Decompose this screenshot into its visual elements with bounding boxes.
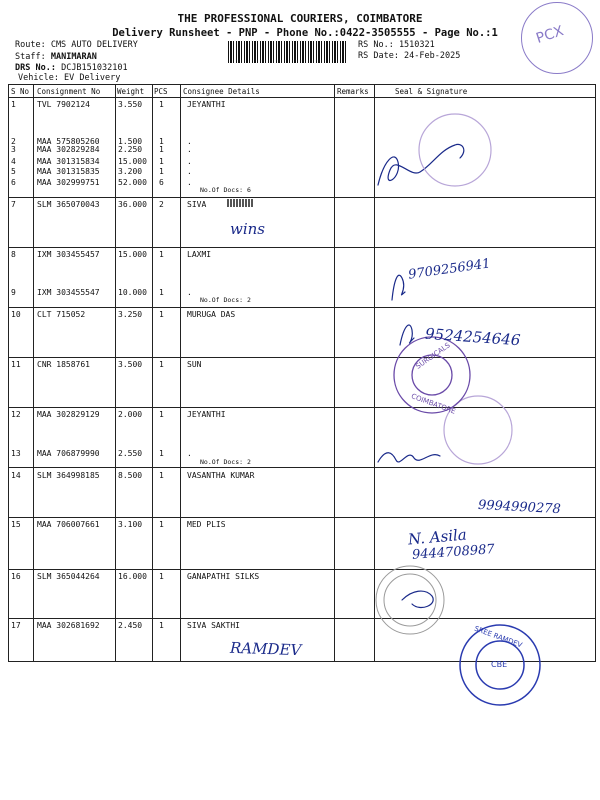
no-of-docs: No.Of Docs: 2 — [200, 458, 251, 466]
row-14-name: VASANTHA KUMAR — [187, 471, 255, 480]
row-4-wt: 15.000 — [118, 157, 147, 166]
handwriting-wins: wins — [230, 220, 265, 238]
row-1-sno: 1 — [11, 100, 16, 109]
row-1-pcs: 1 — [159, 100, 164, 109]
handwriting-phone-row15: 9444708987 — [411, 542, 496, 563]
row-12-wt: 2.000 — [118, 410, 143, 419]
row-1-cons: TVL 7902124 — [37, 100, 90, 109]
row-16-pcs: 1 — [159, 572, 164, 581]
faded-stamp-row1 — [419, 114, 491, 186]
row-7-sno: 7 — [11, 200, 16, 209]
col-sno: S No — [11, 87, 30, 96]
company-title: THE PROFESSIONAL COURIERS, COIMBATORE — [177, 12, 423, 25]
col-consignee: Consignee Details — [183, 87, 260, 96]
rs-number: RS No.: 1510321 — [358, 40, 435, 50]
row-9-name: . — [187, 288, 192, 297]
row-17-cons: MAA 302681692 — [37, 621, 100, 630]
cbe-stamp-text: CBE — [491, 660, 508, 669]
row-17-name: SIVA SAKTHI — [187, 621, 240, 630]
row-15-wt: 3.100 — [118, 520, 143, 529]
row-1-wt: 3.550 — [118, 100, 143, 109]
row-13-name: . — [187, 449, 192, 458]
row-8-pcs: 1 — [159, 250, 164, 259]
signature-row13 — [378, 453, 440, 462]
row-16-sno: 16 — [11, 572, 21, 581]
col-seal-signature: Seal & Signature — [395, 87, 468, 96]
row-5-name: . — [187, 167, 192, 176]
row-12-name: JEYANTHI — [187, 410, 226, 419]
row-5-wt: 3.200 — [118, 167, 143, 176]
row-2-pcs: 1 — [159, 137, 164, 146]
row-1-name: JEYANTHI — [187, 100, 226, 109]
row-3-cons: MAA 302829284 — [37, 145, 100, 154]
row-12-pcs: 1 — [159, 410, 164, 419]
row-11-pcs: 1 — [159, 360, 164, 369]
vehicle-label: Vehicle: EV Delivery — [18, 73, 121, 83]
row-17-sno: 17 — [11, 621, 21, 630]
row-6-sno: 6 — [11, 178, 16, 187]
row-13-pcs: 1 — [159, 449, 164, 458]
row-5-sno: 5 — [11, 167, 16, 176]
row-2-cons: MAA 575805260 — [37, 137, 100, 146]
row-9-wt: 10.000 — [118, 288, 147, 297]
row-7-cons: SLM 365070043 — [37, 200, 100, 209]
row-11-sno: 11 — [11, 360, 21, 369]
row-8-name: LAXMI — [187, 250, 212, 259]
row-15-sno: 15 — [11, 520, 21, 529]
row-4-sno: 4 — [11, 157, 16, 166]
row-6-cons: MAA 302999751 — [37, 178, 100, 187]
no-of-docs: No.Of Docs: 6 — [200, 186, 251, 194]
col-weight: Weight — [117, 87, 145, 96]
row-3-pcs: 1 — [159, 145, 164, 154]
row-14-wt: 8.500 — [118, 471, 143, 480]
row-7-pcs: 2 — [159, 200, 164, 209]
row-9-cons: IXM 303455547 — [37, 288, 100, 297]
row-8-cons: IXM 303455457 — [37, 250, 100, 259]
row-4-pcs: 1 — [159, 157, 164, 166]
handwriting-phone-row8: 9709256941 — [407, 256, 492, 283]
row-17-wt: 2.450 — [118, 621, 143, 630]
row-10-name: MURUGA DAS — [187, 310, 236, 319]
staff-label: Staff: — [15, 52, 46, 62]
row-13-cons: MAA 706879990 — [37, 449, 100, 458]
row-10-sno: 10 — [11, 310, 21, 319]
row-6-pcs: 6 — [159, 178, 164, 187]
handwriting-phone-row10: 9524254646 — [424, 324, 521, 350]
row-2-wt: 1.500 — [118, 137, 143, 146]
col-pcs: PCS — [154, 87, 168, 96]
row-3-name: . — [187, 145, 192, 154]
no-of-docs: No.Of Docs: 2 — [200, 296, 251, 304]
row-9-sno: 9 — [11, 288, 16, 297]
row-10-wt: 3.250 — [118, 310, 143, 319]
row-8-wt: 15.000 — [118, 250, 147, 259]
row-14-pcs: 1 — [159, 471, 164, 480]
row-11-cons: CNR 1858761 — [37, 360, 90, 369]
route-label: Route: CMS AUTO DELIVERY — [15, 40, 138, 50]
drs-label: DRS No.: — [15, 63, 56, 73]
row-7-name: SIVA — [187, 200, 207, 209]
row-15-pcs: 1 — [159, 520, 164, 529]
pcx-stamp-text: PCX — [534, 23, 566, 47]
handwriting-ramdev: RAMDEV — [229, 638, 302, 660]
row-15-name: MED PLIS — [187, 520, 226, 529]
signature-row16 — [402, 591, 433, 607]
surgicals-stamp-text: SURGICALS — [414, 341, 452, 371]
staff-name: MANIMARAN — [50, 52, 97, 62]
handwriting-name-row15: N. Asila — [407, 525, 468, 549]
col-consignment: Consignment No — [37, 87, 101, 96]
ramdev-stamp-text: SREE RAMDEV — [473, 624, 524, 650]
row-5-cons: MAA 301315835 — [37, 167, 100, 176]
row-17-pcs: 1 — [159, 621, 164, 630]
row-15-cons: MAA 706007661 — [37, 520, 100, 529]
row-11-wt: 3.500 — [118, 360, 143, 369]
row-12-sno: 12 — [11, 410, 21, 419]
row-14-cons: SLM 364998185 — [37, 471, 100, 480]
row-13-wt: 2.550 — [118, 449, 143, 458]
row-7-wt: 36.000 — [118, 200, 147, 209]
rs-date: RS Date: 24-Feb-2025 — [358, 51, 461, 61]
row-5-pcs: 1 — [159, 167, 164, 176]
signature-row8 — [392, 275, 405, 300]
drs-number: DCJB151032101 — [61, 63, 128, 73]
row-4-name: . — [187, 157, 192, 166]
row-16-wt: 16.000 — [118, 572, 147, 581]
row-12-cons: MAA 302829129 — [37, 410, 100, 419]
runsheet-title: Delivery Runsheet - PNP - Phone No.:0422-3505555 - Page No.:1 — [112, 27, 498, 39]
grey-stamp-row16-inner — [384, 574, 436, 626]
row-8-sno: 8 — [11, 250, 16, 259]
row-3-wt: 2.250 — [118, 145, 143, 154]
row-9-pcs: 1 — [159, 288, 164, 297]
signature-row1 — [378, 144, 464, 185]
row-14-sno: 14 — [11, 471, 21, 480]
row-6-wt: 52.000 — [118, 178, 147, 187]
row-2-name: . — [187, 137, 192, 146]
col-remarks: Remarks — [337, 87, 369, 96]
row-10-cons: CLT 715052 — [37, 310, 86, 319]
handwriting-phone-row14: 9994990278 — [477, 497, 562, 518]
row-2-sno: 2 — [11, 137, 16, 146]
row-6-name: . — [187, 178, 192, 187]
row-16-cons: SLM 365044264 — [37, 572, 100, 581]
row-3-sno: 3 — [11, 145, 16, 154]
row-13-sno: 13 — [11, 449, 21, 458]
row-10-pcs: 1 — [159, 310, 164, 319]
coimbatore-stamp-text: COIMBATORE — [410, 392, 457, 416]
row-16-name: GANAPATHI SILKS — [187, 572, 260, 581]
row-4-cons: MAA 301315834 — [37, 157, 100, 166]
row-11-name: SUN — [187, 360, 202, 369]
